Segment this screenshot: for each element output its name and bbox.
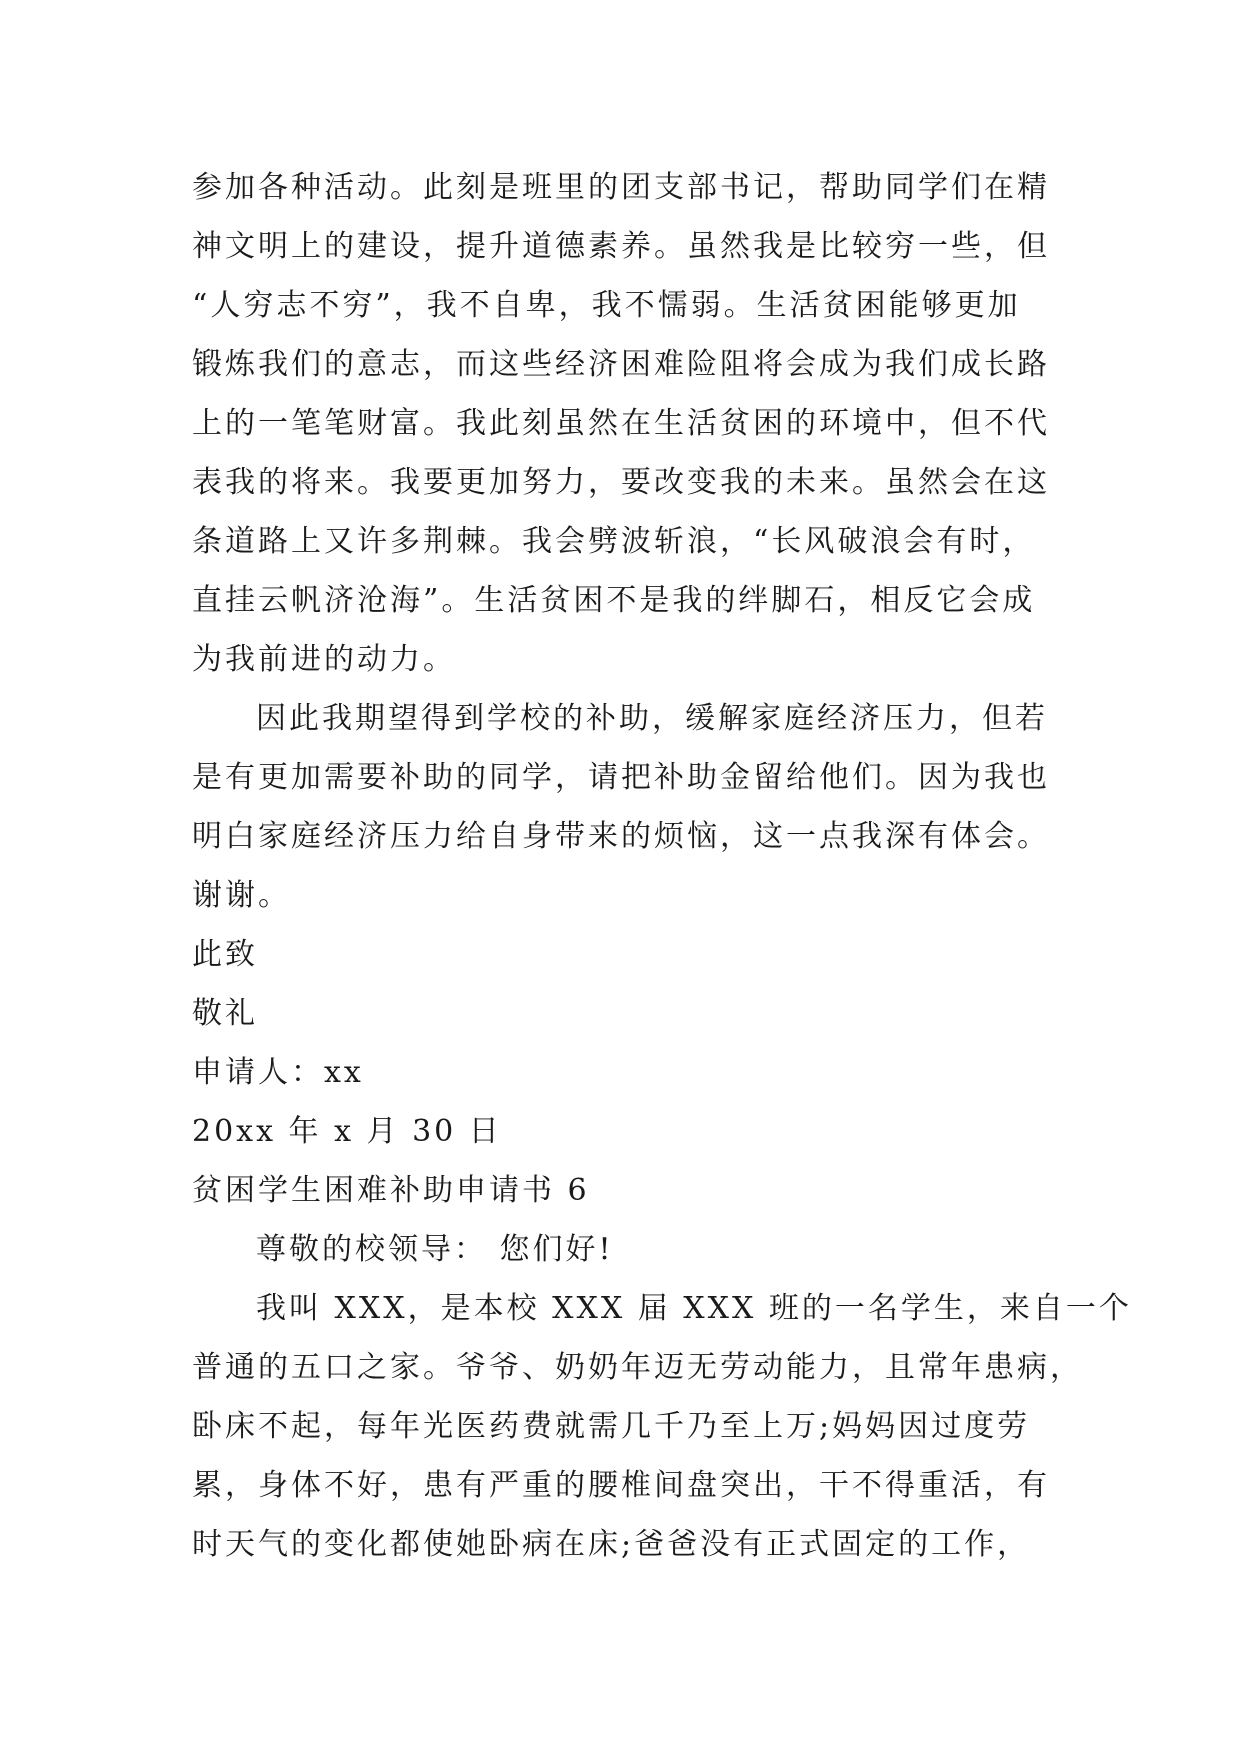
text-line: 上的一笔笔财富。我此刻虽然在生活贫困的环境中，但不代 xyxy=(192,406,1050,441)
text-line: 累，身体不好，患有严重的腰椎间盘突出，干不得重活，有 xyxy=(192,1468,1050,1503)
text-line: 我叫 XXX，是本校 XXX 届 XXX 班的一名学生，来自一个 xyxy=(256,1291,1132,1326)
text-line: 尊敬的校领导： 您们好! xyxy=(256,1232,614,1267)
text-line: 卧床不起，每年光医药费就需几千乃至上万;妈妈因过度劳 xyxy=(192,1409,1031,1444)
text-line: “人穷志不穷”，我不自卑，我不懦弱。生活贫困能够更加 xyxy=(192,288,1021,323)
text-line: 时天气的变化都使她卧病在床;爸爸没有正式固定的工作， xyxy=(192,1527,1031,1562)
text-line: 为我前进的动力。 xyxy=(192,642,456,677)
text-line: 神文明上的建设，提升道德素养。虽然我是比较穷一些，但 xyxy=(192,229,1050,264)
text-line: 直挂云帆济沧海”。生活贫困不是我的绊脚石，相反它会成 xyxy=(192,583,1036,618)
text-line: 敬礼 xyxy=(192,996,258,1031)
text-line: 参加各种活动。此刻是班里的团支部书记，帮助同学们在精 xyxy=(192,170,1050,205)
text-line: 表我的将来。我要更加努力，要改变我的未来。虽然会在这 xyxy=(192,465,1050,500)
text-line: 因此我期望得到学校的补助，缓解家庭经济压力，但若 xyxy=(256,701,1048,736)
text-line: 条道路上又许多荆棘。我会劈波斩浪，“长风破浪会有时， xyxy=(192,524,1036,559)
text-line: 明白家庭经济压力给自身带来的烦恼，这一点我深有体会。 xyxy=(192,819,1050,854)
text-line: 是有更加需要补助的同学，请把补助金留给他们。因为我也 xyxy=(192,760,1050,795)
text-line: 申请人：xx xyxy=(192,1055,364,1090)
text-line: 20xx 年 x 月 30 日 xyxy=(192,1114,502,1149)
text-line: 此致 xyxy=(192,937,258,972)
text-line: 贫困学生困难补助申请书 6 xyxy=(192,1173,590,1208)
text-line: 锻炼我们的意志，而这些经济困难险阻将会成为我们成长路 xyxy=(192,347,1050,382)
text-line: 普通的五口之家。爷爷、奶奶年迈无劳动能力，且常年患病， xyxy=(192,1350,1083,1385)
document-body xyxy=(192,158,1132,1574)
text-line: 谢谢。 xyxy=(192,878,291,913)
